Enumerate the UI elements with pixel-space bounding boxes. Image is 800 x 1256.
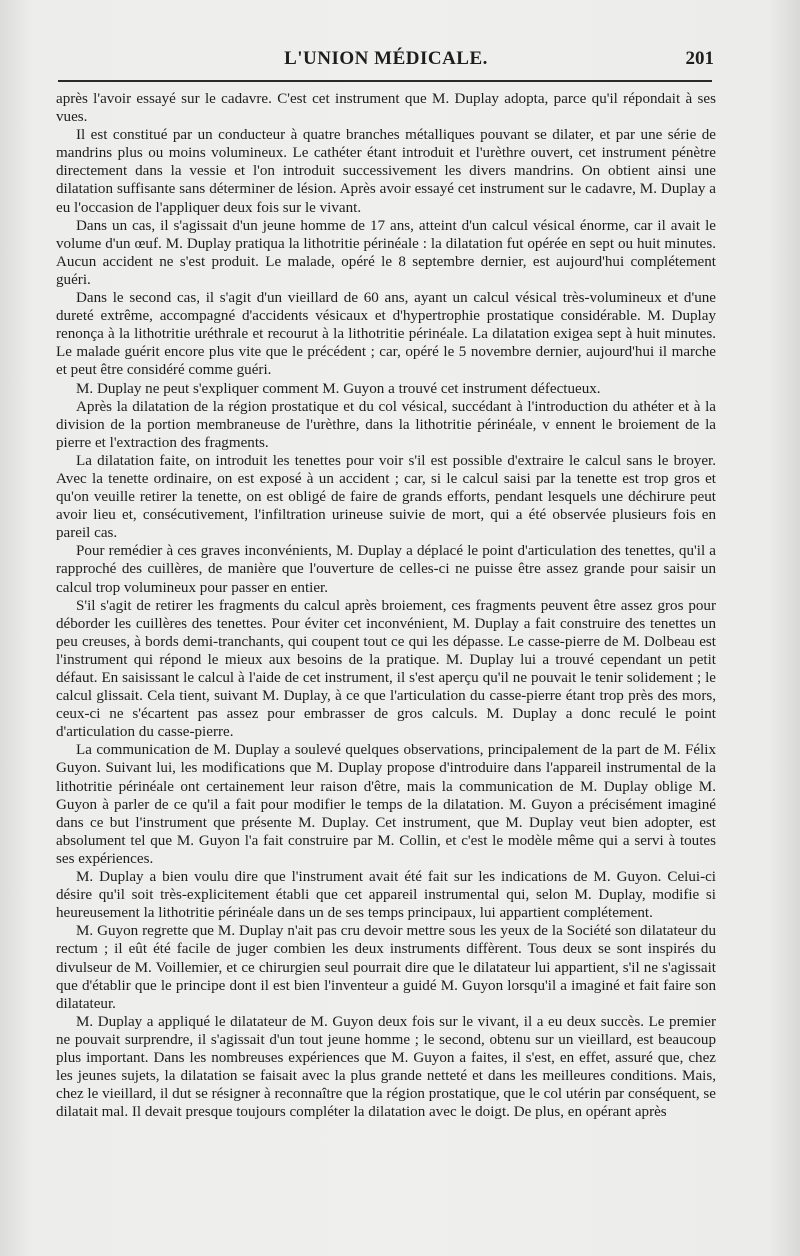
paragraph: La dilatation faite, on introduit les tenettes pour voir s'il est possible d'extraire le calcul sans le broyer. Avec la tenette ordinaire, on est exposé à un accident ; car, si le calcul saisi par la tenette est trop gros et qu'on veuille retirer la tenette, on est obligé de faire de grands efforts, pendant lesquels une déchirure peut avoir lieu et, consécutivement, l'infiltration urineuse suivie de mort, qui a été observée plusieurs fois en pareil cas. xyxy=(56,452,716,542)
running-title: L'UNION MÉDICALE. xyxy=(284,48,488,69)
paragraph: La communication de M. Duplay a soulevé quelques observations, principalement de la part de M. Félix Guyon. Suivant lui, les modifications que M. Duplay propose d'introduire dans l'appareil instrumental de la lithotritie périnéale ont certainement leur raison d'être, mais la communication de M. Duplay oblige M. Guyon à parler de ce qu'il a fait pour modifier le temps de la dilatation. M. Guyon a précisément imaginé dans ce but l'instrument que présente M. Duplay. Cet instrument, que M. Duplay veut bien adopter, est absolument tel que M. Guyon l'a fait construire par M. Collin, et c'est le modèle même qui a servi à toutes ses expériences. xyxy=(56,742,716,867)
paragraph: M. Guyon regrette que M. Duplay n'ait pas cru devoir mettre sous les yeux de la Société son dilatateur du rectum ; il eût été facile de juger combien les deux instruments diffèrent. Tous deux se sont inspirés du divulseur de M. Voillemier, et ce chirurgien seul pourrait dire que le dilatateur lui appartient, s'il ne s'agissait que d'établir que le principe dont il est bien l'inventeur a guidé M. Guyon lorsqu'il a imaginé et fait faire son dilatateur. xyxy=(56,923,716,1012)
paragraph: Dans un cas, il s'agissait d'un jeune homme de 17 ans, atteint d'un calcul vésical énorme, car il avait le volume d'un œuf. M. Duplay pratiqua la lithotritie périnéale : la dilatation fut opérée en sept ou huit minutes. Aucun accident ne s'est produit. Le malade, opéré le 8 septembre dernier, est aujourd'hui complétement guéri. xyxy=(56,217,716,288)
paragraph: Il est constitué par un conducteur à quatre branches métalliques pouvant se dilater, et par une série de mandrins plus ou moins volumineux. Le cathéter étant introduit et l'urèthre ouvert, cet instrument pénètre directement dans la vessie et l'on introduit successivement les divers mandrins. On obtient ainsi une dilatation suffisante sans déterminer de lésion. Après avoir essayé cet instrument sur le cadavre, M. Duplay a eu l'occasion de l'appliquer deux fois sur le vivant. xyxy=(56,127,716,216)
paragraph: Pour remédier à ces graves inconvénients, M. Duplay a déplacé le point d'articulation des tenettes, qu'il a rapproché des cuillères, de manière que l'ouverture de celles-ci ne puisse être assez grande pour saisir un calcul trop volumineux pour passer en entier. xyxy=(56,543,716,596)
page-number: 201 xyxy=(685,48,714,69)
article-body xyxy=(56,90,716,1121)
page-header xyxy=(58,48,714,76)
paragraph: après l'avoir essayé sur le cadavre. C'est cet instrument que M. Duplay adopta, parce qu'il répondait à ses vues. xyxy=(56,91,716,126)
header-rule xyxy=(58,80,712,82)
paragraph: M. Duplay a bien voulu dire que l'instrument avait été fait sur les indications de M. Guyon. Celui-ci désire qu'il soit très-explicitement établi que cet appareil instrumental qui, selon M. Duplay, modifie si heureusement la lithotritie périnéale dans un de ses temps principaux, lui appartient complétement. xyxy=(56,869,716,922)
paragraph: Après la dilatation de la région prostatique et du col vésical, succédant à l'introduction du athéter et à la division de la portion membraneuse de l'urèthre, dans la lithotritie périnéale, v ennent le broiement de la pierre et l'extraction des fragments. xyxy=(56,398,716,451)
paragraph: S'il s'agit de retirer les fragments du calcul après broiement, ces fragments peuvent être assez gros pour déborder les cuillères des tenettes. Pour éviter cet inconvénient, M. Duplay a fait construire des tenettes un peu creuses, à bords demi-tranchants, qui coupent tout ce qui les dépasse. Le casse-pierre de M. Dolbeau est l'instrument qui répond le mieux aux besoins de la pratique. M. Duplay lui a trouvé cependant un petit défaut. En saisissant le calcul à l'aide de cet instrument, il s'est aperçu qu'il ne pouvait le tenir solidement ; le calcul glissait. Cela tient, suivant M. Duplay, à ce que l'articulation du casse-pierre étant trop près des mors, ceux-ci ne s'écartent pas assez pour embrasser de gros calculs. M. Duplay a donc reculé le point d'articulation du casse-pierre. xyxy=(56,597,716,741)
paragraph: Dans le second cas, il s'agit d'un vieillard de 60 ans, ayant un calcul vésical très-volumineux et d'une dureté extrême, accompagné d'accidents vésicaux et d'hypertrophie prostatique considérable. M. Duplay renonça à la lithotritie uréthrale et recourut à la lithotritie périnéale. La dilatation exigea sept à huit minutes. Le malade guérit encore plus vite que le précédent ; car, opéré le 5 novembre dernier, aujourd'hui il marche et peut être considéré comme guéri. xyxy=(56,290,716,379)
paragraph: M. Duplay a appliqué le dilatateur de M. Guyon deux fois sur le vivant, il a eu deux succès. Le premier ne pouvait surprendre, il s'agissait d'un tout jeune homme ; le second, obtenu sur un vieillard, est beaucoup plus important. Dans les nombreuses expériences que M. Guyon a faites, il s'est, en effet, assuré que, chez les jeunes sujets, la dilatation se faisait avec la plus grande netteté et dans les meilleures conditions. Mais, chez le vieillard, il dut se résigner à reconnaître que la région prostatique, que le col utérin par conséquent, se dilatait mal. Il devait presque toujours compléter la dilatation avec le doigt. De plus, en opérant après xyxy=(56,1013,716,1121)
paragraph: M. Duplay ne peut s'expliquer comment M. Guyon a trouvé cet instrument défectueux. xyxy=(76,380,601,397)
